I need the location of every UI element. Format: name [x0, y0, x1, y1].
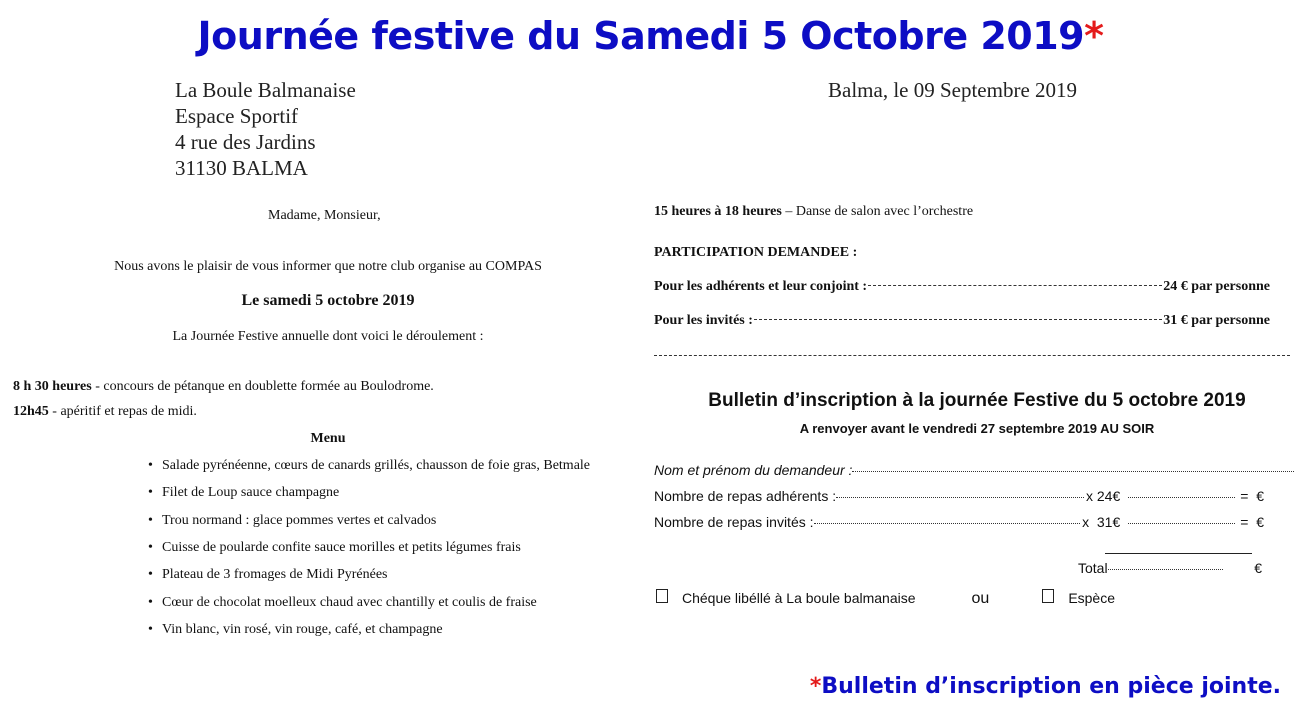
total-field[interactable]: Total € [1078, 560, 1262, 576]
greeting: Madame, Monsieur, [268, 208, 381, 223]
price-adherents: Pour les adhérents et leur conjoint : 24 € par personne [654, 279, 1270, 294]
menu-item: • Salade pyrénéenne, cœurs de canards grillés, chausson de foie gras, Betmale [148, 458, 591, 473]
payment-options [656, 589, 1115, 608]
cut-line [654, 355, 1290, 356]
invites-meals-field[interactable]: Nombre de repas invités : x 31€ = € [654, 514, 1264, 530]
cash-label: Espèce [1068, 590, 1116, 606]
address-line: 31130 BALMA [175, 156, 308, 180]
menu-item: • Cœur de chocolat moelleux chaud avec chantilly et coulis de fraise [148, 595, 537, 610]
program-intro: La Journée Festive annuelle dont voici le déroulement : [172, 329, 484, 344]
afternoon-program: 15 heures à 18 heures – Danse de salon avec l’orchestre [654, 204, 974, 219]
price-invites: Pour les invités : 31 € par personne [654, 313, 1270, 328]
letter-date: Balma, le 09 Septembre 2019 [828, 78, 1078, 102]
address-line: Espace Sportif [175, 104, 299, 128]
or-label: ou [971, 590, 990, 607]
address-line: La Boule Balmanaise [175, 78, 356, 102]
schedule-item: 8 h 30 heures - concours de pétanque en doublette formée au Boulodrome. [13, 379, 434, 394]
page-title: Journée festive du Samedi 5 Octobre 2019* [197, 14, 1104, 58]
event-date-heading: Le samedi 5 octobre 2019 [241, 292, 415, 309]
intro-text: Nous avons le plaisir de vous informer que notre club organise au COMPAS [114, 259, 542, 274]
footer-note: *Bulletin d’inscription en pièce jointe. [809, 674, 1281, 699]
cheque-checkbox[interactable] [656, 589, 668, 603]
menu-item: • Vin blanc, vin rosé, vin rouge, café, et champagne [148, 622, 443, 637]
cash-checkbox[interactable] [1042, 589, 1054, 603]
menu-item: • Filet de Loup sauce champagne [148, 485, 340, 500]
schedule-item: 12h45 - apéritif et repas de midi. [13, 404, 197, 419]
menu-title: Menu [310, 431, 346, 446]
cheque-label: Chéque libéllé à La boule balmanaise [682, 590, 916, 606]
adherents-meals-field[interactable]: Nombre de repas adhérents : x 24€ = € [654, 488, 1264, 504]
menu-item: • Cuisse de poularde confite sauce morilles et petits légumes frais [148, 540, 521, 555]
total-rule [1105, 553, 1252, 554]
participation-title: PARTICIPATION DEMANDEE : [654, 245, 858, 260]
bulletin-subtitle: A renvoyer avant le vendredi 27 septembre 2019 AU SOIR [799, 421, 1155, 436]
name-field[interactable]: Nom et prénom du demandeur : [654, 462, 1294, 478]
menu-item: • Trou normand : glace pommes vertes et calvados [148, 513, 437, 528]
address-line: 4 rue des Jardins [175, 130, 316, 154]
menu-item: • Plateau de 3 fromages de Midi Pyrénées [148, 567, 388, 582]
bulletin-title: Bulletin d’inscription à la journée Festive du 5 octobre 2019 [708, 390, 1246, 411]
